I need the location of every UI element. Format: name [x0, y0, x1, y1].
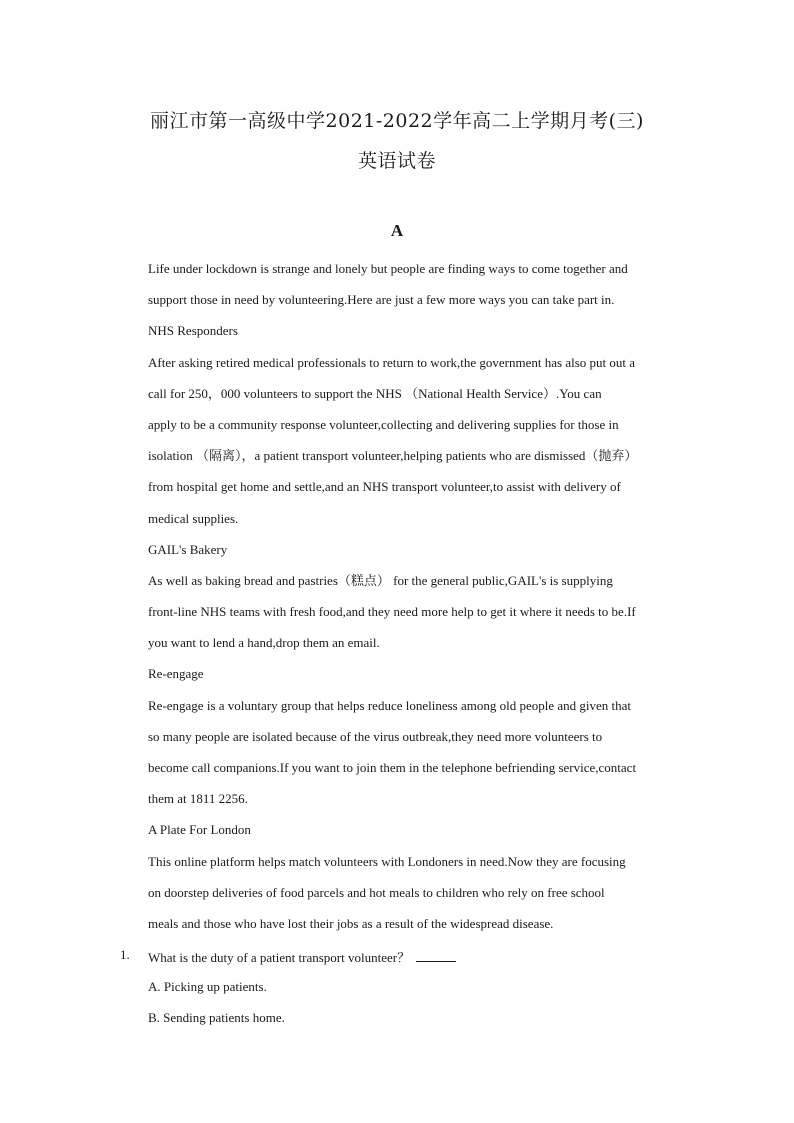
- passage-line: you want to lend a hand,drop them an email.: [148, 635, 380, 651]
- passage-line: support those in need by volunteering.Here are just a few more ways you can take part in.: [148, 292, 615, 308]
- option-a[interactable]: A. Picking up patients.: [148, 979, 267, 994]
- passage-line: isolation （隔离），a patient transport volunteer,helping patients who are dismissed（抛弃）: [148, 448, 638, 464]
- passage-line: Life under lockdown is strange and lonely but people are finding ways to come together and: [148, 261, 628, 276]
- passage-line: medical supplies.: [148, 510, 239, 526]
- passage-line: so many people are isolated because of the virus outbreak,they need more volunteers to: [148, 728, 603, 744]
- passage-line: from hospital get home and settle,and an NHS transport volunteer,to assist with delivery of: [148, 479, 621, 495]
- option-b[interactable]: B. Sending patients home.: [148, 1010, 285, 1025]
- passage-line: meals and those who have lost their jobs as a result of the widespread disease.: [148, 915, 554, 931]
- passage-line: This online platform helps match volunteers with Londoners in need.Now they are focusing: [148, 853, 626, 869]
- question-number: 1.: [120, 947, 130, 962]
- passage-line: Re-engage is a voluntary group that helps reduce loneliness among old people and given that: [148, 697, 632, 713]
- passage-line: front-line NHS teams with fresh food,and they need more help to get it where it needs to be.If: [148, 604, 636, 620]
- answer-blank[interactable]: [416, 949, 456, 962]
- passage-line: After asking retired medical professionals to return to work,the government has also put out a: [148, 354, 636, 370]
- subheading-re-engage: Re-engage: [148, 666, 204, 682]
- passage-line: As well as baking bread and pastries（糕点） for the general public,GAIL's is supplying: [148, 572, 613, 588]
- passage-line: them at 1811 2256.: [148, 791, 248, 807]
- subheading-gails-bakery: GAIL's Bakery: [148, 541, 228, 557]
- page-subtitle: 英语试卷: [357, 150, 436, 172]
- question-stem: What is the duty of a patient transport volunteer？: [148, 950, 411, 965]
- passage-line: apply to be a community response volunteer,collecting and delivering supplies for those in: [148, 416, 619, 432]
- page-title: 丽江市第一高级中学2021-2022学年高二上学期月考(三): [150, 110, 644, 132]
- subheading-a-plate-for-london: A Plate For London: [148, 822, 251, 838]
- section-heading: A: [390, 221, 404, 240]
- reading-passage: [148, 253, 678, 939]
- passage-line: on doorstep deliveries of food parcels and hot meals to children who rely on free school: [148, 884, 605, 900]
- subheading-nhs-responders: NHS Responders: [148, 323, 238, 339]
- passage-line: become call companions.If you want to join them in the telephone befriending service,contact: [148, 760, 637, 775]
- question-text: [148, 947, 456, 966]
- passage-line: call for 250，000 volunteers to support the NHS （National Health Service）.You can: [148, 385, 602, 401]
